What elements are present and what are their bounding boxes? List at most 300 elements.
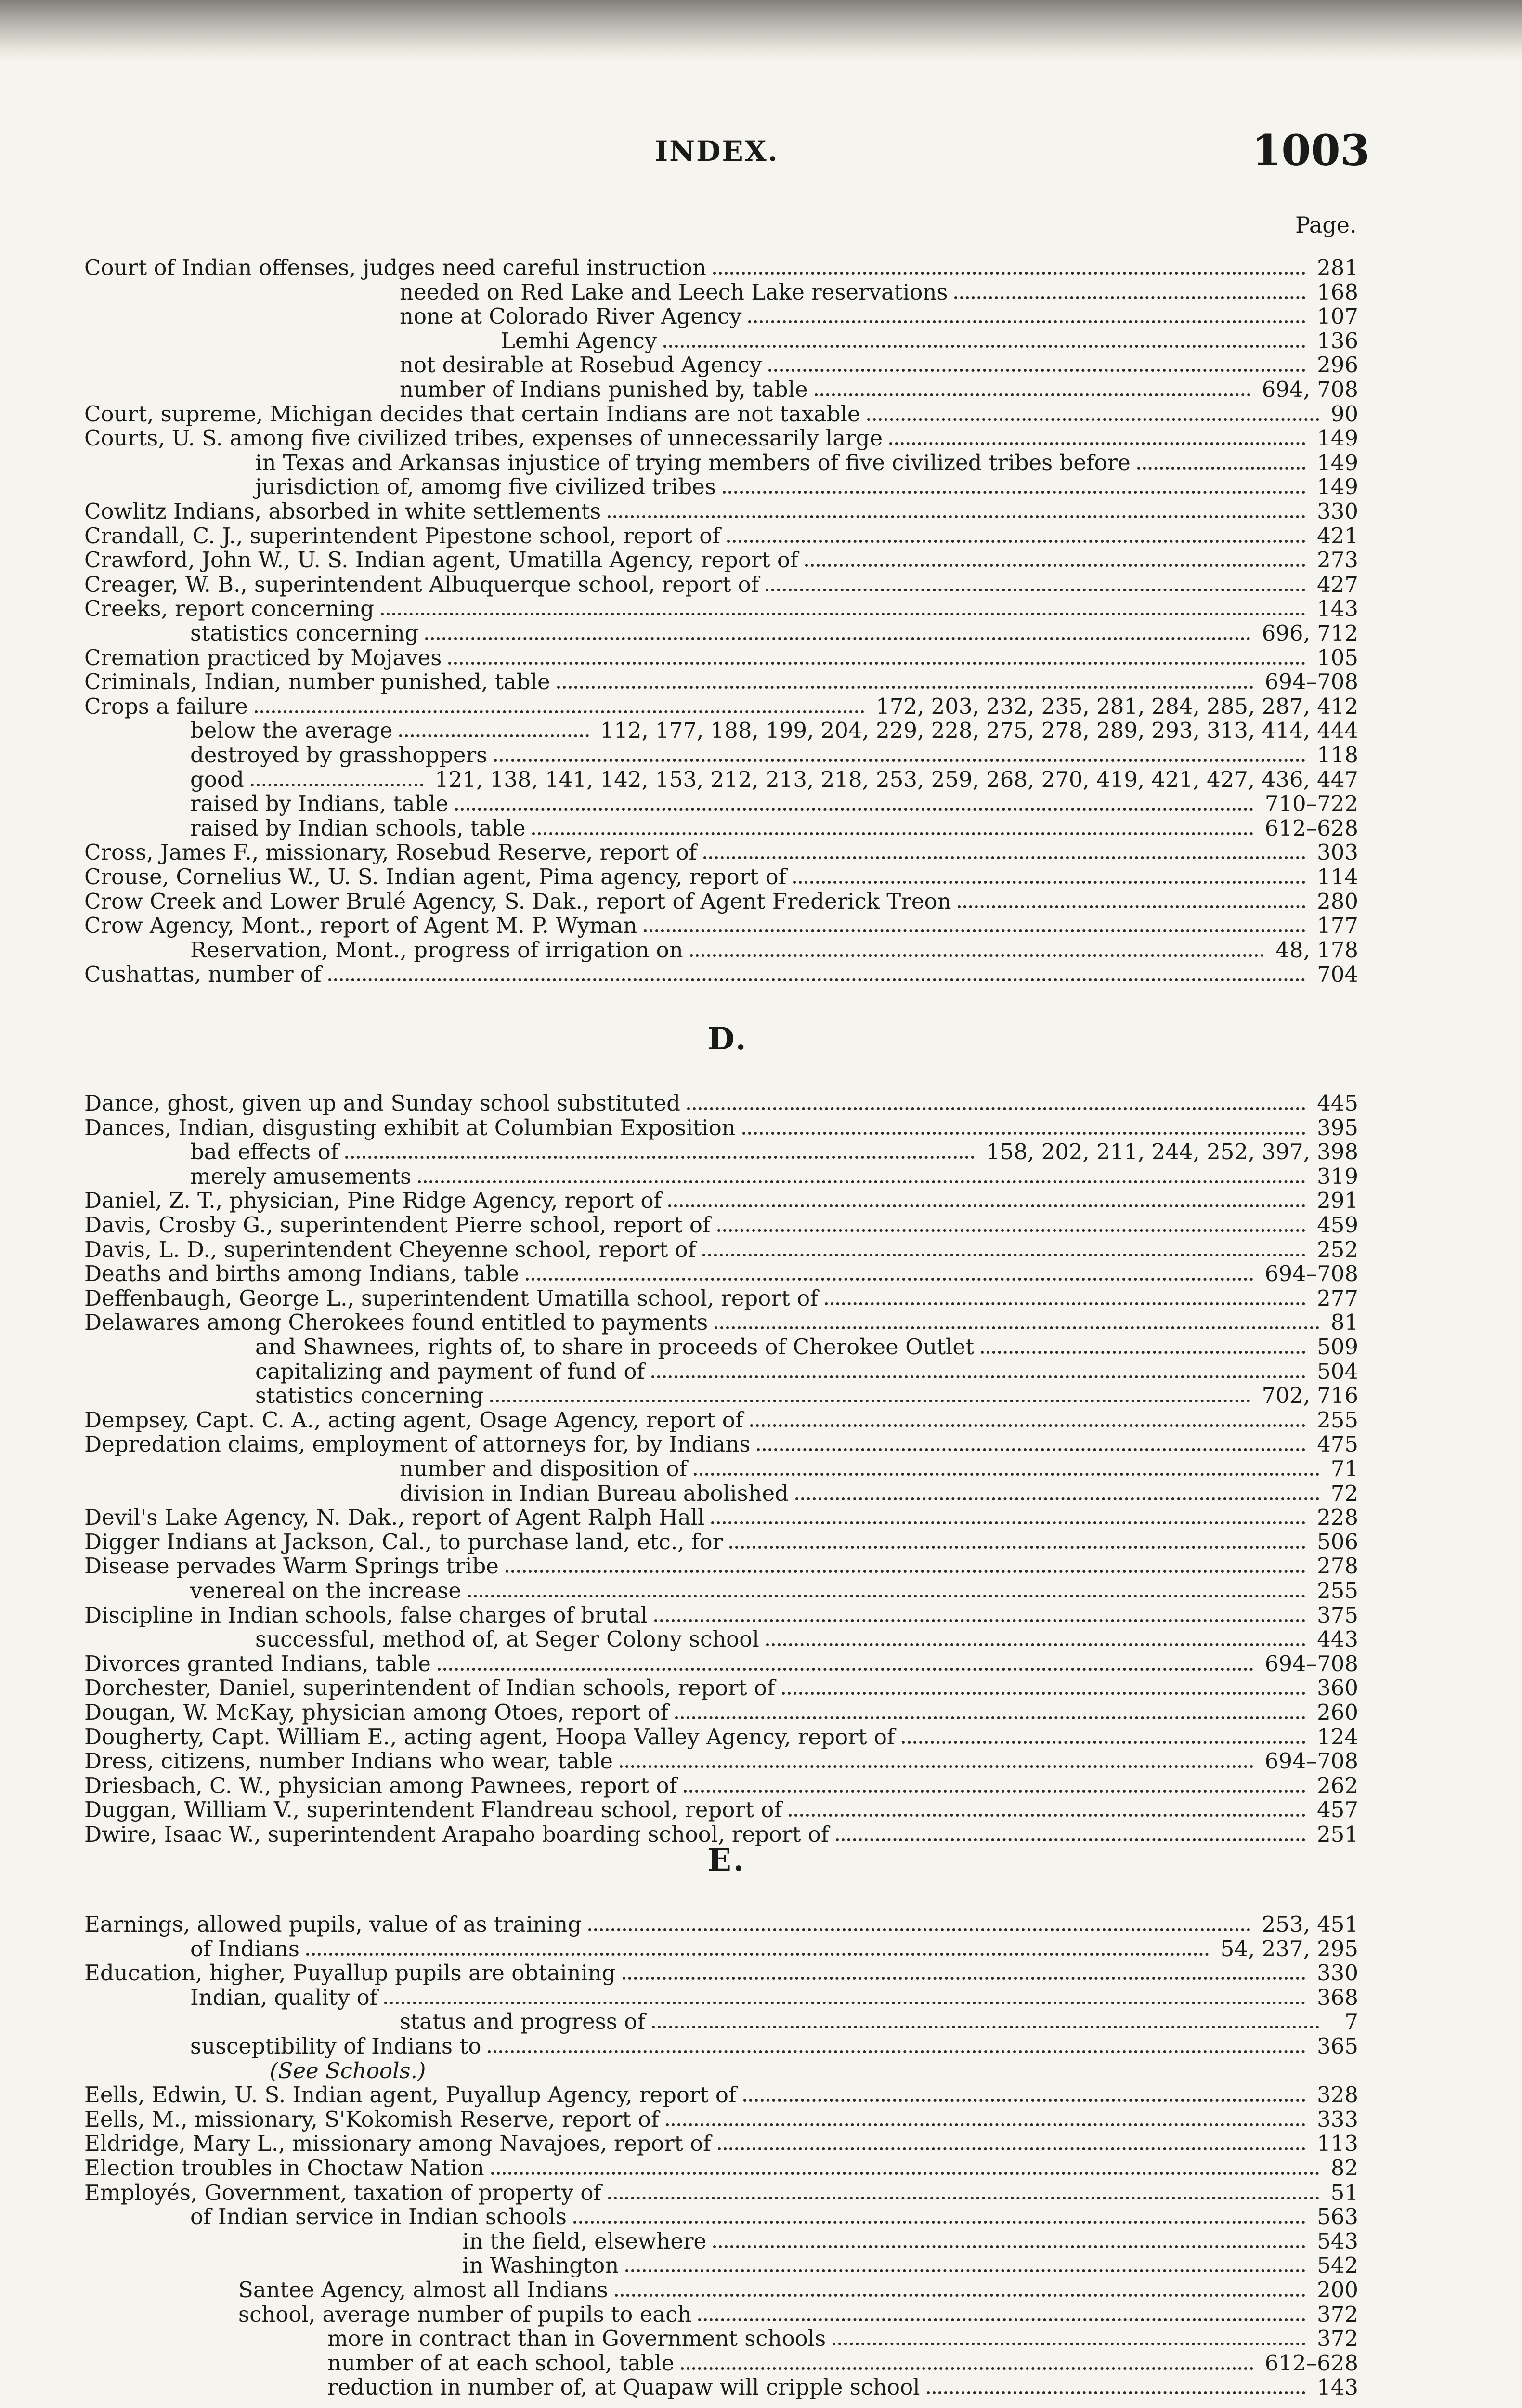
entry-text: successful, method of, at Seger Colony school	[255, 1626, 759, 1652]
index-entry	[0, 1961, 1522, 1986]
page-reference: 365	[1317, 2033, 1358, 2059]
entry-text: status and progress of	[400, 2009, 645, 2035]
entry-text: Devil's Lake Agency, N. Dak., report of Agent Ralph Hall	[84, 1505, 705, 1531]
dot-leader	[306, 1953, 1209, 1956]
page-reference: 143	[1317, 596, 1358, 622]
page-reference: 459	[1317, 1212, 1358, 1238]
dot-leader	[833, 2343, 1305, 2345]
page-reference: 395	[1317, 1114, 1358, 1140]
page-reference: 149	[1317, 474, 1358, 500]
index-entry	[0, 2180, 1522, 2205]
index-entry	[0, 426, 1522, 451]
index-entry	[0, 791, 1522, 816]
dot-leader	[681, 2367, 1253, 2370]
entry-text: of Indians	[190, 1936, 299, 1962]
page-reference: 136	[1317, 327, 1358, 353]
page-reference: 200	[1317, 2277, 1358, 2303]
dot-leader	[620, 1765, 1253, 1768]
dot-leader	[573, 2221, 1305, 2224]
entry-text: school, average number of pupils to each	[238, 2301, 692, 2327]
index-entry	[0, 1164, 1522, 1189]
entry-text: Court, supreme, Michigan decides that certain Indians are not taxable	[84, 401, 860, 427]
index-entry	[0, 1554, 1522, 1579]
dot-leader	[644, 929, 1305, 932]
entry-text: Deaths and births among Indians, table	[84, 1261, 519, 1287]
dot-leader	[491, 2172, 1319, 2175]
entry-text: Davis, Crosby G., superintendent Pierre school, report of	[84, 1212, 711, 1238]
page-reference: 90	[1330, 401, 1358, 427]
index-entry	[0, 1456, 1522, 1481]
entry-text: Cowlitz Indians, absorbed in white settlements	[84, 498, 601, 524]
dot-leader	[668, 1204, 1305, 1207]
entry-text: Crops a failure	[84, 693, 248, 719]
page-reference: 694–708	[1264, 669, 1358, 695]
entry-text: Courts, U. S. among five civilized tribes, expenses of unnecessarily large	[84, 425, 883, 451]
page-reference: 228	[1317, 1505, 1358, 1531]
page-reference: 542	[1317, 2252, 1358, 2278]
entry-text: (See Schools.)	[270, 2057, 426, 2083]
page-reference: 172, 203, 232, 235, 281, 284, 285, 287, 412	[876, 693, 1358, 719]
index-entry	[0, 1139, 1522, 1165]
entry-text: none at Colorado River Agency	[400, 303, 742, 329]
page-reference: 445	[1317, 1090, 1358, 1116]
dot-leader	[958, 905, 1305, 908]
page-reference: 375	[1317, 1602, 1358, 1628]
index-entry	[0, 2082, 1522, 2107]
entry-text: Eells, Edwin, U. S. Indian agent, Puyallup Agency, report of	[84, 2082, 737, 2108]
index-entry	[0, 1773, 1522, 1798]
dot-leader	[711, 1521, 1305, 1524]
page-reference: 694–708	[1264, 1261, 1358, 1287]
page-reference: 260	[1317, 1700, 1358, 1725]
dot-leader	[793, 881, 1305, 884]
entry-text: Duggan, William V., superintendent Flandreau school, report of	[84, 1797, 782, 1823]
dot-leader	[490, 1400, 1250, 1402]
page-reference: 107	[1317, 303, 1358, 329]
dot-leader	[702, 1254, 1305, 1256]
entry-text: jurisdiction of, amomg five civilized tribes	[255, 474, 716, 500]
page-reference: 702, 716	[1262, 1383, 1358, 1409]
index-entry	[0, 889, 1522, 914]
page-reference: 51	[1330, 2179, 1358, 2205]
section-letter: D.	[708, 1021, 748, 1057]
entry-text: Lemhi Agency	[501, 327, 657, 353]
entry-text: venereal on the increase	[190, 1578, 461, 1603]
dot-leader	[825, 1302, 1305, 1305]
entry-text: Earnings, allowed pupils, value of as training	[84, 1911, 582, 1937]
entry-text: susceptibility of Indians to	[190, 2033, 481, 2059]
index-entry	[0, 2375, 1522, 2400]
entry-text: Dress, citizens, number Indians who wear, table	[84, 1748, 613, 1774]
page-reference: 372	[1317, 2326, 1358, 2352]
page-reference: 694–708	[1264, 1650, 1358, 1676]
dot-leader	[399, 734, 589, 737]
dot-leader	[381, 613, 1305, 615]
entry-text: of Indian service in Indian schools	[190, 2204, 567, 2230]
page-reference: 118	[1317, 742, 1358, 768]
dot-leader	[687, 1107, 1305, 1110]
entry-text: Creeks, report concerning	[84, 596, 374, 622]
page-reference: 543	[1317, 2228, 1358, 2254]
dot-leader	[766, 589, 1305, 591]
page-reference: 112, 177, 188, 199, 204, 229, 228, 275, 278, 289, 293, 313, 414, 444	[600, 718, 1358, 744]
index-entry	[0, 694, 1522, 719]
dot-leader	[651, 1375, 1305, 1378]
dot-leader	[494, 759, 1305, 762]
entry-text: Cushattas, number of	[84, 961, 322, 987]
entry-text: Employés, Government, taxation of property of	[84, 2179, 602, 2205]
index-entry	[0, 1675, 1522, 1701]
index-entry	[0, 2253, 1522, 2278]
index-entry	[0, 2302, 1522, 2327]
page-reference: 421	[1317, 523, 1358, 549]
index-entry	[0, 2351, 1522, 2376]
page-reference: 563	[1317, 2204, 1358, 2230]
index-entry	[0, 2009, 1522, 2034]
entry-text: number of at each school, table	[327, 2350, 675, 2376]
dot-leader	[652, 2026, 1319, 2028]
entry-text: in Washington	[462, 2252, 619, 2278]
dot-leader	[1137, 467, 1305, 470]
dot-leader	[889, 442, 1305, 445]
index-entry	[0, 1310, 1522, 1335]
dot-leader	[727, 540, 1305, 543]
dot-leader	[698, 2318, 1305, 2321]
dot-leader	[418, 1180, 1305, 1183]
page-reference: 253, 451	[1262, 1911, 1358, 1937]
dot-leader	[805, 564, 1305, 567]
index-entry	[0, 499, 1522, 524]
entry-text: Crow Agency, Mont., report of Agent M. P. Wyman	[84, 913, 637, 939]
dot-leader	[608, 2197, 1319, 2199]
entry-text: number of Indians punished by, table	[400, 377, 808, 402]
entry-text: Eldridge, Mary L., missionary among Navajoes, report of	[84, 2131, 711, 2157]
dot-leader	[927, 2391, 1305, 2394]
dot-leader	[836, 1838, 1305, 1841]
page-reference: 475	[1317, 1431, 1358, 1457]
dot-leader	[742, 1132, 1305, 1135]
index-entry	[0, 767, 1522, 792]
dot-leader	[713, 2245, 1305, 2248]
index-entry	[0, 548, 1522, 573]
dot-leader	[625, 2269, 1305, 2272]
index-entry	[0, 1700, 1522, 1725]
dot-leader	[526, 1278, 1253, 1281]
page-reference: 143	[1317, 2374, 1358, 2400]
index-entry	[0, 2277, 1522, 2303]
page-reference: 278	[1317, 1553, 1358, 1579]
dot-leader	[448, 662, 1305, 665]
index-entry	[0, 450, 1522, 475]
page-reference: 277	[1317, 1285, 1358, 1311]
dot-leader	[468, 1595, 1305, 1597]
index-entry	[0, 572, 1522, 597]
dot-leader	[766, 1643, 1305, 1646]
page-reference: 113	[1317, 2131, 1358, 2157]
entry-text: bad effects of	[190, 1139, 339, 1165]
entry-text: Crouse, Cornelius W., U. S. Indian agent, Pima agency, report of	[84, 864, 787, 890]
entry-text: Eells, M., missionary, S'Kokomish Reserve, report of	[84, 2106, 659, 2132]
dot-leader	[795, 1497, 1319, 1500]
dot-leader	[328, 978, 1305, 981]
page-column-label: Page.	[1295, 212, 1357, 238]
index-entry	[0, 377, 1522, 402]
page-reference: 262	[1317, 1772, 1358, 1798]
index-entry	[0, 1937, 1522, 1962]
page-reference: 330	[1317, 1960, 1358, 1986]
page-reference: 443	[1317, 1626, 1358, 1652]
entry-text: Dances, Indian, disgusting exhibit at Columbian Exposition	[84, 1114, 736, 1140]
entry-text: capitalizing and payment of fund of	[255, 1358, 645, 1384]
entry-text: Digger Indians at Jackson, Cal., to purchase land, etc., for	[84, 1529, 723, 1555]
entry-text: statistics concerning	[190, 620, 419, 646]
page-reference: 82	[1330, 2155, 1358, 2181]
page-reference: 296	[1317, 352, 1358, 378]
index-entry	[0, 2229, 1522, 2254]
running-title: INDEX.	[655, 135, 779, 168]
entry-text: below the average	[190, 718, 393, 744]
entry-text: Education, higher, Puyallup pupils are obtaining	[84, 1960, 616, 1986]
page-reference: 252	[1317, 1236, 1358, 1262]
dot-leader	[615, 2294, 1305, 2297]
page-reference: 149	[1317, 449, 1358, 475]
page-reference: 696, 712	[1262, 620, 1358, 646]
dot-leader	[675, 1716, 1305, 1719]
dot-leader	[713, 272, 1305, 275]
entry-text: Crawford, John W., U. S. Indian agent, Umatilla Agency, report of	[84, 547, 798, 573]
entry-text: Cross, James F., missionary, Rosebud Reserve, report of	[84, 839, 697, 865]
page-reference: 319	[1317, 1163, 1358, 1189]
dot-leader	[345, 1156, 975, 1159]
index-entry	[0, 474, 1522, 499]
index-entry	[0, 669, 1522, 694]
entry-text: Discipline in Indian schools, false charges of brutal	[84, 1602, 648, 1628]
dot-leader	[488, 2050, 1305, 2053]
dot-leader	[750, 1424, 1305, 1427]
dot-leader	[715, 1326, 1319, 1329]
page-reference: 328	[1317, 2082, 1358, 2108]
index-entry	[0, 2107, 1522, 2132]
entry-text: number and disposition of	[400, 1456, 688, 1481]
dot-leader	[748, 320, 1305, 323]
page-reference: 177	[1317, 913, 1358, 939]
page-reference: 158, 202, 211, 244, 252, 397, 398	[986, 1139, 1358, 1165]
dot-leader	[666, 2123, 1305, 2126]
dot-leader	[608, 515, 1305, 518]
entry-text: Dougherty, Capt. William E., acting agent, Hoopa Valley Agency, report of	[84, 1724, 895, 1750]
page-reference: 457	[1317, 1797, 1358, 1823]
dot-leader	[438, 1668, 1253, 1671]
index-entry	[0, 1822, 1522, 1847]
index-entry	[0, 743, 1522, 768]
page-number: 1003	[1252, 125, 1370, 175]
entry-text: more in contract than in Government schools	[327, 2326, 826, 2352]
entry-text: Driesbach, C. W., physician among Pawnees, report of	[84, 1772, 677, 1798]
dot-leader	[789, 1814, 1305, 1817]
entry-text: in the field, elsewhere	[462, 2228, 707, 2254]
index-entry	[0, 938, 1522, 963]
index-entry	[0, 1091, 1522, 1116]
entry-text: Indian, quality of	[190, 1984, 378, 2010]
page-reference: 72	[1330, 1480, 1358, 1506]
entry-text: Deffenbaugh, George L., superintendent Umatilla school, report of	[84, 1285, 818, 1311]
dot-leader	[255, 710, 864, 713]
index-entry	[0, 2034, 1522, 2059]
entry-text: Depredation claims, employment of attorneys for, by Indians	[84, 1431, 751, 1457]
page-reference: 121, 138, 141, 142, 153, 212, 213, 218, 253, 259, 268, 270, 419, 421, 427, 436, 447	[435, 766, 1358, 792]
entry-text: raised by Indians, table	[190, 791, 449, 817]
page-reference: 149	[1317, 425, 1358, 451]
section-letter: E.	[708, 1842, 746, 1878]
index-entry	[0, 1627, 1522, 1652]
index-entry	[0, 1286, 1522, 1311]
dot-leader	[557, 686, 1253, 689]
dot-leader	[729, 1546, 1305, 1549]
index-entry	[0, 2204, 1522, 2229]
entry-text: good	[190, 766, 244, 792]
page-reference: 612–628	[1264, 2350, 1358, 2376]
index-entry	[0, 1408, 1522, 1433]
dot-leader	[684, 1790, 1305, 1793]
page-reference: 168	[1317, 279, 1358, 305]
page-reference: 124	[1317, 1724, 1358, 1750]
dot-leader	[384, 2002, 1305, 2004]
dot-leader	[782, 1692, 1305, 1695]
index-entry	[0, 1749, 1522, 1774]
page-reference: 333	[1317, 2106, 1358, 2132]
dot-leader	[981, 1351, 1305, 1354]
entry-text: and Shawnees, rights of, to share in proceeds of Cherokee Outlet	[255, 1334, 975, 1360]
dot-leader	[757, 1448, 1305, 1451]
page-reference: 273	[1317, 547, 1358, 573]
page-reference: 427	[1317, 571, 1358, 597]
page-reference: 612–628	[1264, 815, 1358, 841]
index-entry	[0, 2058, 1522, 2083]
index-entry	[0, 255, 1522, 280]
index-entry	[0, 913, 1522, 938]
entry-text: Divorces granted Indians, table	[84, 1650, 431, 1676]
entry-text: Daniel, Z. T., physician, Pine Ridge Agency, report of	[84, 1188, 662, 1214]
entry-text: merely amusements	[190, 1163, 412, 1189]
page-reference: 255	[1317, 1407, 1358, 1433]
dot-leader	[623, 1977, 1305, 1980]
index-entry	[0, 1335, 1522, 1360]
page-reference: 54, 237, 295	[1220, 1936, 1358, 1962]
dot-leader	[588, 1928, 1250, 1931]
page-reference: 280	[1317, 888, 1358, 914]
page-reference: 303	[1317, 839, 1358, 865]
index-entry	[0, 523, 1522, 549]
entry-text: Court of Indian offenses, judges need careful instruction	[84, 255, 706, 280]
dot-leader	[663, 345, 1305, 348]
page-reference: 71	[1330, 1456, 1358, 1481]
index-entry	[0, 1383, 1522, 1408]
index-entry	[0, 1530, 1522, 1555]
page-reference: 81	[1330, 1309, 1358, 1335]
index-entry	[0, 304, 1522, 329]
index-entry	[0, 840, 1522, 865]
dot-leader	[718, 2147, 1305, 2150]
index-entry	[0, 328, 1522, 353]
dot-leader	[690, 954, 1264, 957]
index-entry	[0, 402, 1522, 427]
entry-text: not desirable at Rosebud Agency	[400, 352, 762, 378]
dot-leader	[694, 1473, 1319, 1476]
dot-leader	[815, 393, 1250, 396]
page-reference: 694–708	[1264, 1748, 1358, 1774]
page-reference: 506	[1317, 1529, 1358, 1555]
page-reference: 105	[1317, 644, 1358, 670]
entry-text: Creager, W. B., superintendent Albuquerque school, report of	[84, 571, 759, 597]
index-entry	[0, 1603, 1522, 1628]
index-entry	[0, 1115, 1522, 1140]
index-entry	[0, 1912, 1522, 1937]
index-entry	[0, 1797, 1522, 1822]
dot-leader	[902, 1741, 1305, 1744]
page-reference: 255	[1317, 1578, 1358, 1603]
entry-text: Crow Creek and Lower Brulé Agency, S. Dak., report of Agent Frederick Treon	[84, 888, 951, 914]
entry-text: division in Indian Bureau abolished	[400, 1480, 789, 1506]
page-reference: 704	[1317, 961, 1358, 987]
dot-leader	[703, 856, 1305, 859]
entry-text: Davis, L. D., superintendent Cheyenne school, report of	[84, 1236, 696, 1262]
entry-text: raised by Indian schools, table	[190, 815, 526, 841]
entry-text: Cremation practiced by Mojaves	[84, 644, 442, 670]
page-reference: 114	[1317, 864, 1358, 890]
entry-text: reduction in number of, at Quapaw will cripple school	[327, 2374, 920, 2400]
entry-text: Santee Agency, almost all Indians	[238, 2277, 608, 2303]
dot-leader	[506, 1570, 1305, 1573]
dot-leader	[954, 296, 1305, 299]
index-entry	[0, 2131, 1522, 2156]
dot-leader	[768, 369, 1305, 372]
entry-text: in Texas and Arkansas injustice of trying members of five civilized tribes before	[255, 449, 1131, 475]
index-entry	[0, 1651, 1522, 1676]
index-entry	[0, 1578, 1522, 1603]
entry-text: destroyed by grasshoppers	[190, 742, 488, 768]
page-reference: 694, 708	[1262, 377, 1358, 402]
entry-text: Dance, ghost, given up and Sunday school substituted	[84, 1090, 680, 1116]
dot-leader	[425, 637, 1250, 640]
index-entry	[0, 1432, 1522, 1457]
index-entry	[0, 864, 1522, 890]
page-reference: 291	[1317, 1188, 1358, 1214]
entry-text: statistics concerning	[255, 1383, 484, 1409]
dot-leader	[867, 418, 1319, 421]
page-reference: 372	[1317, 2301, 1358, 2327]
index-entry	[0, 621, 1522, 646]
page-reference: 7	[1344, 2009, 1358, 2035]
page-reference: 48, 178	[1275, 937, 1358, 963]
page-reference: 509	[1317, 1334, 1358, 1360]
page-reference: 504	[1317, 1358, 1358, 1384]
index-entry	[0, 2326, 1522, 2351]
entry-text: Dougan, W. McKay, physician among Otoes, report of	[84, 1700, 669, 1725]
page-reference: 360	[1317, 1675, 1358, 1701]
index-entry	[0, 2156, 1522, 2181]
page-reference: 251	[1317, 1821, 1358, 1847]
entry-text: Crandall, C. J., superintendent Pipestone school, report of	[84, 523, 721, 549]
entry-text: Election troubles in Choctaw Nation	[84, 2155, 484, 2181]
index-entry	[0, 645, 1522, 670]
index-entry	[0, 1188, 1522, 1213]
entry-text: Dempsey, Capt. C. A., acting agent, Osage Agency, report of	[84, 1407, 743, 1433]
page-reference: 281	[1317, 255, 1358, 280]
dot-leader	[532, 832, 1253, 835]
dot-leader	[717, 1229, 1305, 1232]
index-entry	[0, 962, 1522, 987]
dot-leader	[654, 1619, 1305, 1622]
